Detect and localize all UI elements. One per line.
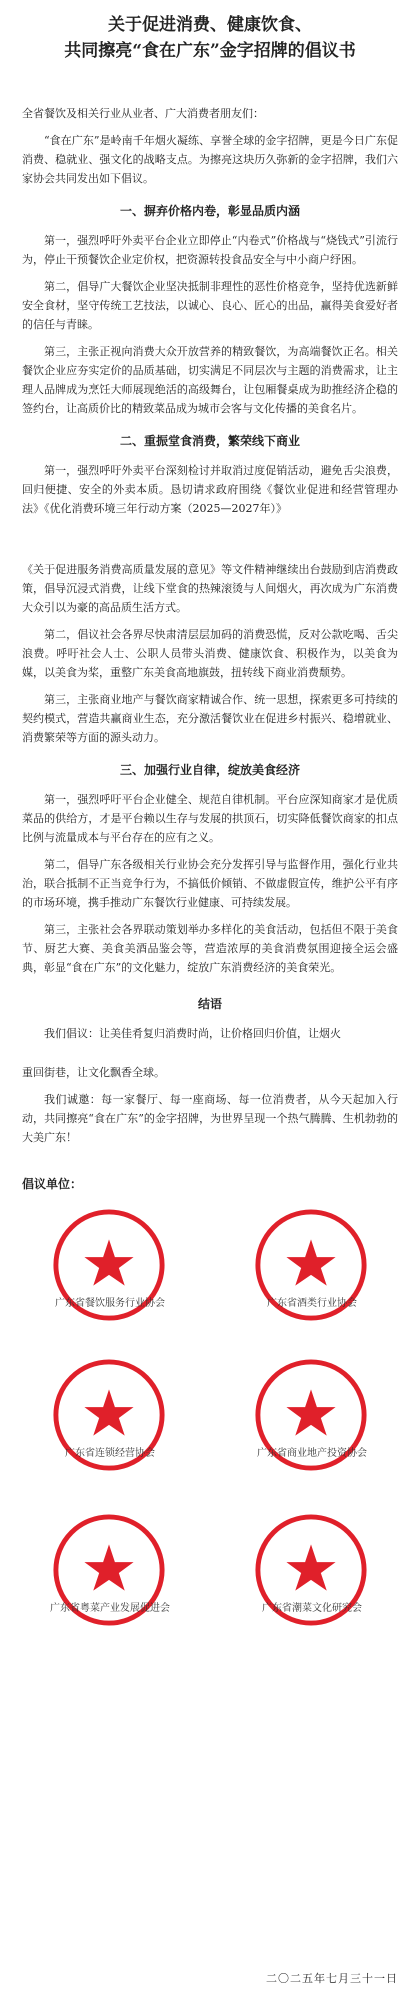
seal-chain-association xyxy=(50,1356,168,1474)
section-2-para-2: 第二，倡议社会各界尽快肃清层层加码的消费恐慌，反对公款吃喝、舌尖浪费。呼吁社会人士、公职人员带头消费、健康饮食、积极作为，以美食为媒，以美食为桨，重整广东美食高地旗鼓，扭转线下商业消费颓势。 xyxy=(22,628,398,679)
conclusion-heading: 结语 xyxy=(197,997,222,1011)
section-3-heading: 三、加强行业自律，绽放美食经济 xyxy=(119,763,300,777)
section-3-para-1: 第一，强烈呼吁平台企业健全、规范自律机制。平台应深知商家才是优质菜品的供给方，才是平台赖以生存与发展的拱顶石，切实降低餐饮商家的扣点比例与流量成本与平台存在的应有之义。 xyxy=(22,793,398,844)
conclusion-para-1-cont: 重回街巷，让文化飘香全球。 xyxy=(22,1066,165,1079)
seals-grid xyxy=(22,1206,398,1706)
section-2-para-1: 第一，强烈呼吁外卖平台深刻检讨并取消过度促销活动，避免舌尖浪费，回归便捷、安全的外卖本质。恳切请求政府围绕《餐饮业促进和经营管理办法》《优化消费环境三年行动方案（2025—2027年）》 xyxy=(22,464,398,515)
document-title xyxy=(0,0,420,64)
signatories-title: 倡议单位： xyxy=(22,1177,83,1191)
seal-name: 广东省潮菜文化研究会 xyxy=(262,1603,362,1614)
seal-catering-association xyxy=(50,1206,168,1324)
section-1-para-2: 第二，倡导广大餐饮企业坚决抵制非理性的恶性价格竞争，坚持优选新鲜安全食材，坚守传统工艺技法，以诚心、良心、匠心的出品，赢得美食爱好者的信任与青睐。 xyxy=(22,280,398,331)
seal-name: 广东省粤菜产业发展促进会 xyxy=(50,1603,170,1614)
section-2-para-1-cont: 《关于促进服务消费高质量发展的意见》等文件精神继续出台鼓励到店消费政策，倡导沉浸式消费，让线下堂食的热辣滚烫与人间烟火，再次成为广东消费大众引以为豪的高品质生活方式。 xyxy=(22,563,398,614)
document-date: 二〇二五年七月三十一日 xyxy=(266,1972,398,1985)
seal-chaozhou-cuisine-association xyxy=(252,1511,370,1629)
seal-liquor-association xyxy=(252,1206,370,1324)
seal-name: 广东省商业地产投资协会 xyxy=(257,1448,367,1459)
document-body xyxy=(0,64,420,1706)
seal-cantonese-cuisine-association xyxy=(50,1511,168,1629)
title-line-1: 关于促进消费、健康饮食、 xyxy=(108,15,312,35)
seal-name: 广东省连锁经营协会 xyxy=(65,1448,155,1459)
conclusion-para-2: 我们诚邀：每一家餐厅、每一座商场、每一位消费者，从今天起加入行动，共同擦亮“食在广东”的金字招牌，为世界呈现一个热气腾腾、生机勃勃的大美广东！ xyxy=(22,1093,398,1144)
conclusion-para-1: 我们倡议：让美佳肴复归消费时尚，让价格回归价值，让烟火 xyxy=(44,1027,341,1040)
greeting: 全省餐饮及相关行业从业者、广大消费者朋友们： xyxy=(22,107,264,120)
section-1-para-3: 第三，主张正视向消费大众开放营养的精致餐饮，为高端餐饮正名。相关餐饮企业应夯实定价的品质基础，切实满足不同层次与主题的消费需求，让主理人品牌成为烹饪大师展现绝活的高级舞台，让包厢餐桌成为助推经济企稳的签约台，让高质价比的精致菜品成为城市会客与文化传播的美食名片。 xyxy=(22,345,398,415)
section-2-heading: 二、重振堂食消费，繁荣线下商业 xyxy=(119,434,300,448)
section-1-para-1: 第一，强烈呼吁外卖平台企业立即停止“内卷式”价格战与“烧钱式”引流行为，停止干预餐饮企业定价权，把资源转投食品安全与中小商户纾困。 xyxy=(22,234,398,266)
seal-commercial-realestate-association xyxy=(252,1356,370,1474)
intro-paragraph: “食在广东”是岭南千年烟火凝练、享誉全球的金字招牌，更是今日广东促消费、稳就业、强文化的战略支点。为擦亮这块历久弥新的金字招牌，我们六家协会共同发出如下倡议。 xyxy=(22,134,398,185)
seal-name: 广东省酒类行业协会 xyxy=(267,1298,357,1309)
seal-name: 广东省餐饮服务行业协会 xyxy=(55,1298,165,1309)
section-2-para-3: 第三，主张商业地产与餐饮商家精诚合作、统一思想，探索更多可持续的契约模式，营造共赢商业生态，充分激活餐饮业在促进乡村振兴、稳增就业、消费繁荣等方面的源头动力。 xyxy=(22,693,398,744)
section-3-para-3: 第三，主张社会各界联动策划举办多样化的美食活动，包括但不限于美食节、厨艺大赛、美食美酒品鉴会等，营造浓厚的美食消费氛围迎接全运会盛典，彰显“食在广东”的文化魅力，绽放广东消费经济的美食荣光。 xyxy=(22,923,398,974)
title-line-2: 共同擦亮“食在广东”金字招牌的倡议书 xyxy=(64,41,356,61)
section-1-heading: 一、摒弃价格内卷，彰显品质内涵 xyxy=(119,204,300,218)
section-3-para-2: 第二，倡导广东各级相关行业协会充分发挥引导与监督作用，强化行业共治，联合抵制不正当竞争行为，不搞低价倾销、不做虚假宣传，维护公平有序的市场环境，携手推动广东餐饮行业健康、可持续发展。 xyxy=(22,858,398,909)
